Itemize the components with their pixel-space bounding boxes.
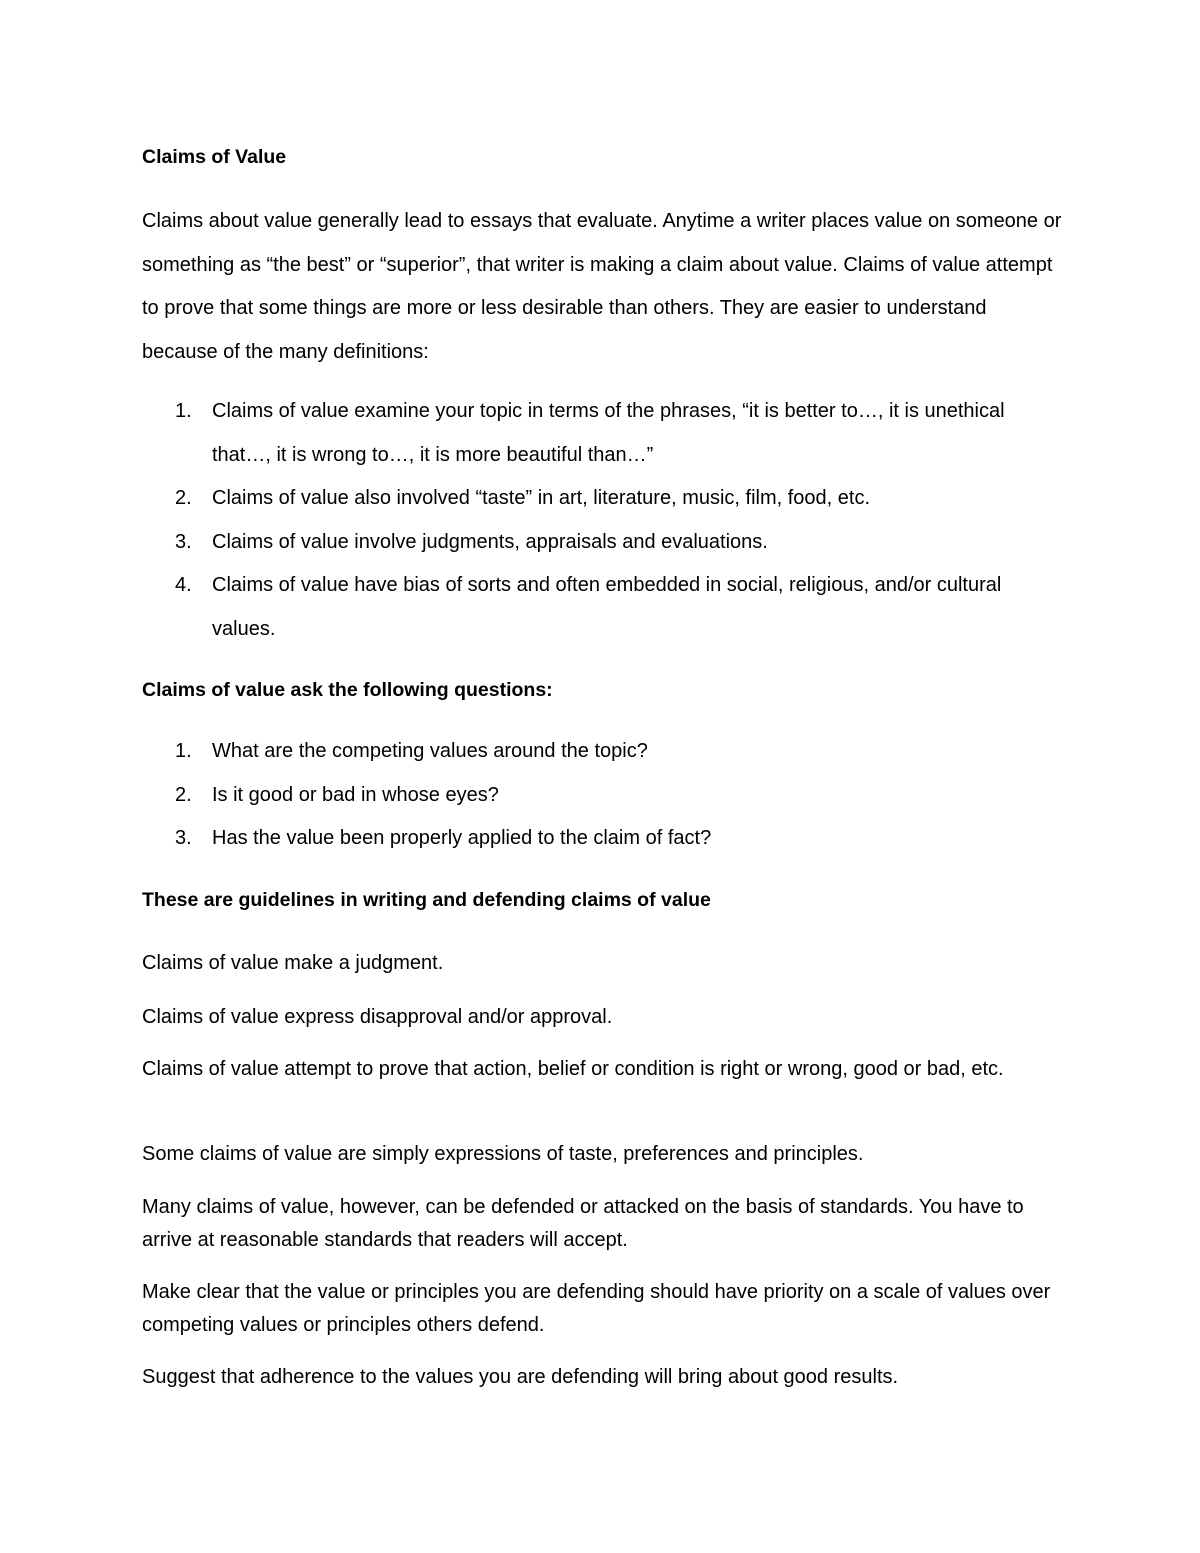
list-item xyxy=(142,390,1067,477)
intro-paragraph: Claims about value generally lead to essays that evaluate. Anytime a writer places value on someone or something as “the best” or “superior”, that writer is making a claim about value. Claims of value attempt to prove that some things are more or less desirable than others. They are easier to understand because of the many definitions: xyxy=(142,210,1062,363)
list-item xyxy=(142,730,1067,774)
list-item xyxy=(142,477,1067,521)
guideline-paragraph: Make clear that the value or principles you are defending should have priority on a scale of values over competing values or principles others defend. xyxy=(142,1281,1051,1336)
list-item xyxy=(142,774,1067,818)
list-item-text: What are the competing values around the topic? xyxy=(212,740,648,762)
guideline-paragraph: Suggest that adherence to the values you are defending will bring about good results. xyxy=(142,1366,899,1388)
list-number: 3. xyxy=(175,827,192,849)
guideline-paragraph: Many claims of value, however, can be defended or attacked on the basis of standards. You have to arrive at reasonable standards that readers will accept. xyxy=(142,1196,1024,1251)
definitions-list xyxy=(142,390,1067,651)
list-number: 2. xyxy=(175,487,192,509)
list-item-text: Claims of value involve judgments, appraisals and evaluations. xyxy=(212,530,768,553)
guideline-paragraph: Claims of value make a judgment. xyxy=(142,952,444,974)
list-item xyxy=(142,521,1067,565)
list-item-text: Claims of value examine your topic in terms of the phrases, “it is better to…, it is unethical that…, it is wrong to…, it is more beautiful than…” xyxy=(212,400,1005,466)
list-item-text: Claims of value also involved “taste” in art, literature, music, film, food, etc. xyxy=(212,487,871,509)
questions-heading: Claims of value ask the following questions: xyxy=(142,679,553,701)
list-item-text: Claims of value have bias of sorts and often embedded in social, religious, and/or cultural values. xyxy=(212,574,1002,640)
questions-list xyxy=(142,730,1067,861)
guideline-paragraph: Claims of value express disapproval and/or approval. xyxy=(142,1006,613,1028)
list-number: 3. xyxy=(175,530,192,553)
list-item xyxy=(142,564,1067,651)
list-number: 4. xyxy=(175,574,192,596)
list-number: 1. xyxy=(175,740,192,762)
list-item-text: Has the value been properly applied to the claim of fact? xyxy=(212,827,712,849)
guideline-paragraph: Some claims of value are simply expressions of taste, preferences and principles. xyxy=(142,1143,864,1165)
list-number: 1. xyxy=(175,400,192,422)
list-item xyxy=(142,817,1067,861)
guidelines-heading: These are guidelines in writing and defending claims of value xyxy=(142,889,711,911)
document-title: Claims of Value xyxy=(142,146,287,168)
list-number: 2. xyxy=(175,783,192,806)
list-item-text: Is it good or bad in whose eyes? xyxy=(212,783,499,806)
guideline-paragraph: Claims of value attempt to prove that action, belief or condition is right or wrong, good or bad, etc. xyxy=(142,1058,1004,1080)
document-page xyxy=(142,0,1067,1553)
